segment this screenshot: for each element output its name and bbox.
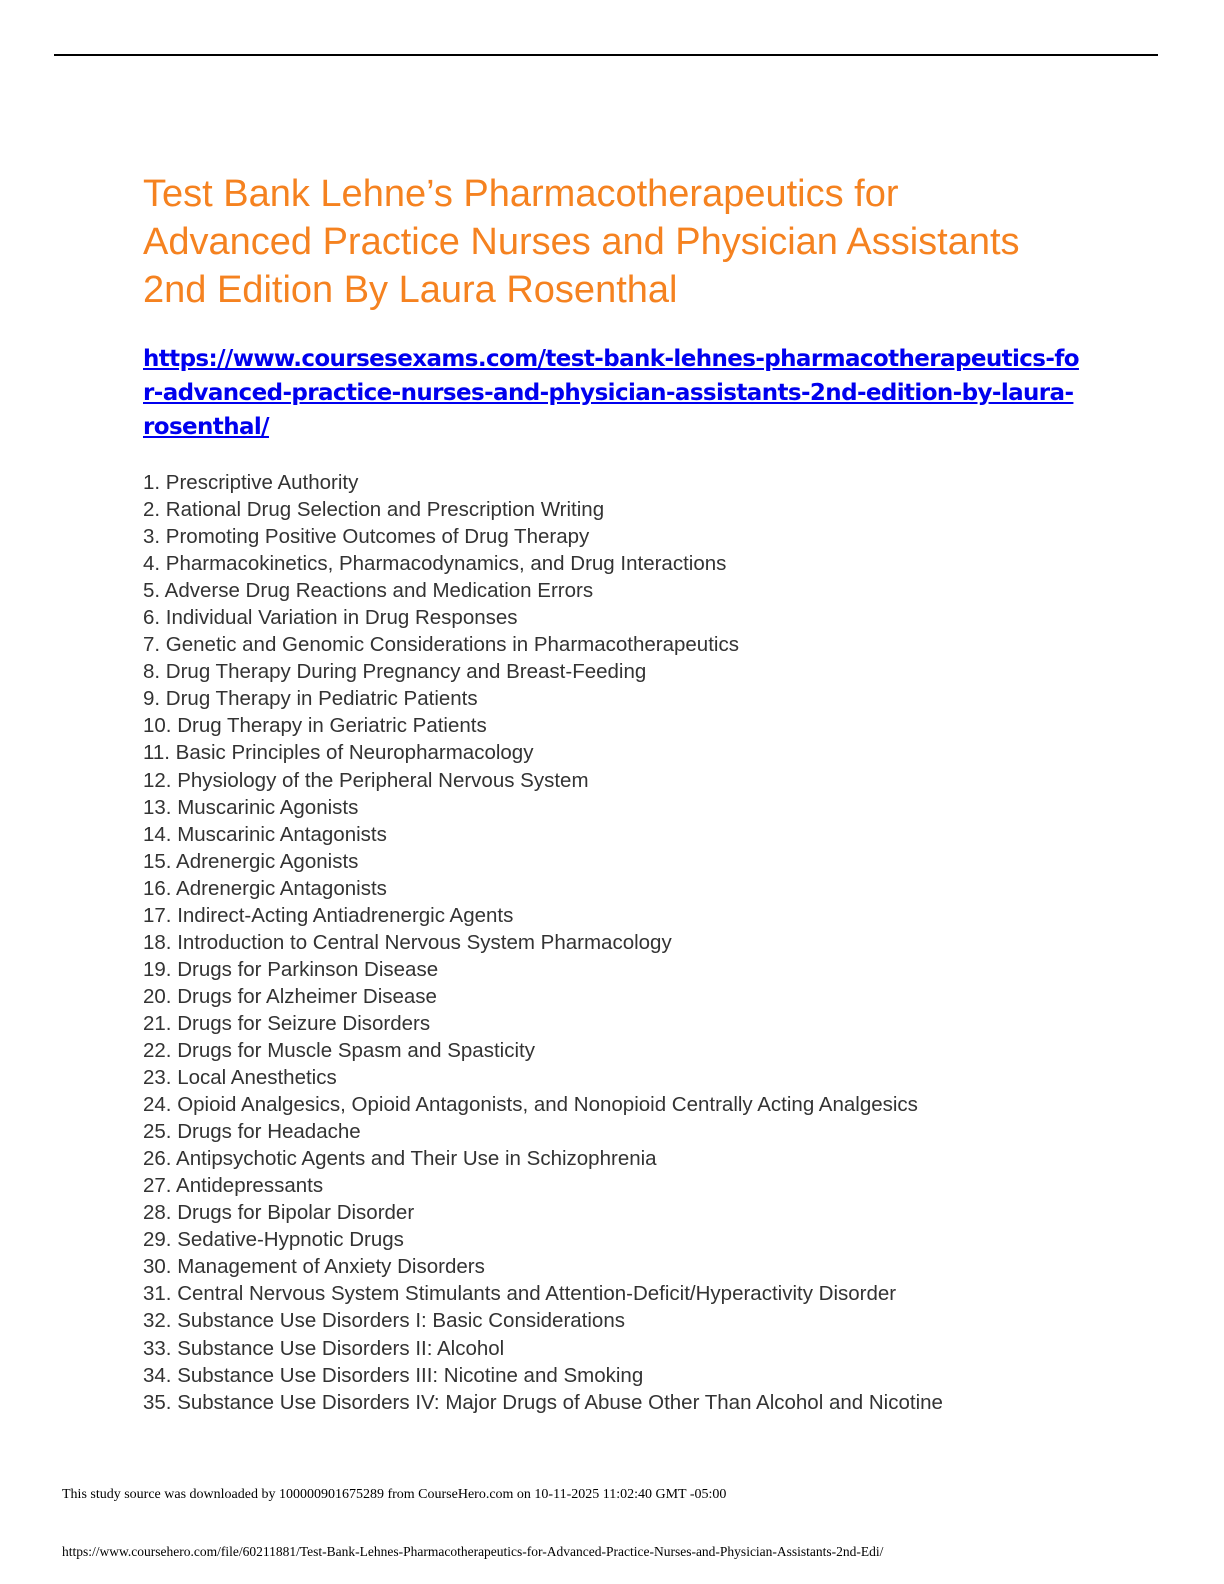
chapter-item: 5. Adverse Drug Reactions and Medication Errors xyxy=(143,579,594,603)
chapter-item: 15. Adrenergic Agonists xyxy=(143,849,359,873)
chapter-item: 8. Drug Therapy During Pregnancy and Breast-Feeding xyxy=(143,660,647,684)
chapter-item: 12. Physiology of the Peripheral Nervous System xyxy=(143,768,589,792)
chapter-list xyxy=(143,469,1143,1416)
chapter-item: 13. Muscarinic Agonists xyxy=(143,795,359,819)
chapter-item: 26. Antipsychotic Agents and Their Use in Schizophrenia xyxy=(143,1147,657,1171)
chapter-item: 20. Drugs for Alzheimer Disease xyxy=(143,984,437,1008)
chapter-item: 28. Drugs for Bipolar Disorder xyxy=(143,1201,415,1225)
chapter-item: 10. Drug Therapy in Geriatric Patients xyxy=(143,714,487,738)
chapter-item: 9. Drug Therapy in Pediatric Patients xyxy=(143,687,478,711)
chapter-item: 34. Substance Use Disorders III: Nicotine and Smoking xyxy=(143,1363,644,1387)
chapter-item: 29. Sedative-Hypnotic Drugs xyxy=(143,1228,404,1252)
chapter-item: 2. Rational Drug Selection and Prescription Writing xyxy=(143,498,605,522)
document-title: Test Bank Lehne’s Pharmacotherapeutics for Advanced Practice Nurses and Physician Assistants 2nd Edition By Laura Rosenthal xyxy=(143,173,1020,311)
chapter-item: 33. Substance Use Disorders II: Alcohol xyxy=(143,1336,505,1360)
chapter-item: 21. Drugs for Seizure Disorders xyxy=(143,1011,431,1035)
chapter-item: 4. Pharmacokinetics, Pharmacodynamics, and Drug Interactions xyxy=(143,552,727,576)
footer-source-note: This study source was downloaded by 100000901675289 from CourseHero.com on 10-11-2025 11:02:40 GMT -05:00 xyxy=(62,1487,727,1502)
chapter-item: 35. Substance Use Disorders IV: Major Drugs of Abuse Other Than Alcohol and Nicotine xyxy=(143,1390,943,1414)
chapter-item: 19. Drugs for Parkinson Disease xyxy=(143,957,439,981)
chapter-item: 16. Adrenergic Antagonists xyxy=(143,876,387,900)
footer-url[interactable]: https://www.coursehero.com/file/60211881/Test-Bank-Lehnes-Pharmacotherapeutics-for-Advanced-Practice-Nurses-and-Physician-Assistants-2nd-Edi/ xyxy=(62,1544,884,1559)
chapter-item: 22. Drugs for Muscle Spasm and Spasticity xyxy=(143,1038,535,1062)
chapter-item: 32. Substance Use Disorders I: Basic Considerations xyxy=(143,1309,625,1333)
chapter-item: 11. Basic Principles of Neuropharmacology xyxy=(143,741,534,765)
chapter-item: 30. Management of Anxiety Disorders xyxy=(143,1255,485,1279)
chapter-item: 23. Local Anesthetics xyxy=(143,1066,337,1090)
chapter-item: 6. Individual Variation in Drug Responses xyxy=(143,606,518,630)
chapter-item: 24. Opioid Analgesics, Opioid Antagonists, and Nonopioid Centrally Acting Analgesics xyxy=(143,1093,918,1117)
chapter-item: 14. Muscarinic Antagonists xyxy=(143,822,387,846)
top-rule xyxy=(54,54,1158,56)
source-link[interactable]: https://www.coursesexams.com/test-bank-lehnes-pharmacotherapeutics-for-advanced-practice-nurses-and-physician-assistants-2nd-edition-by-laura-rosenthal/ xyxy=(143,346,1079,440)
chapter-item: 3. Promoting Positive Outcomes of Drug Therapy xyxy=(143,525,590,549)
chapter-item: 18. Introduction to Central Nervous System Pharmacology xyxy=(143,930,672,954)
chapter-item: 1. Prescriptive Authority xyxy=(143,471,359,494)
chapter-item: 25. Drugs for Headache xyxy=(143,1120,361,1144)
chapter-item: 31. Central Nervous System Stimulants and Attention-Deficit/Hyperactivity Disorder xyxy=(143,1282,897,1306)
chapter-item: 7. Genetic and Genomic Considerations in Pharmacotherapeutics xyxy=(143,633,739,657)
chapter-item: 17. Indirect-Acting Antiadrenergic Agents xyxy=(143,903,514,927)
chapter-item: 27. Antidepressants xyxy=(143,1174,324,1198)
